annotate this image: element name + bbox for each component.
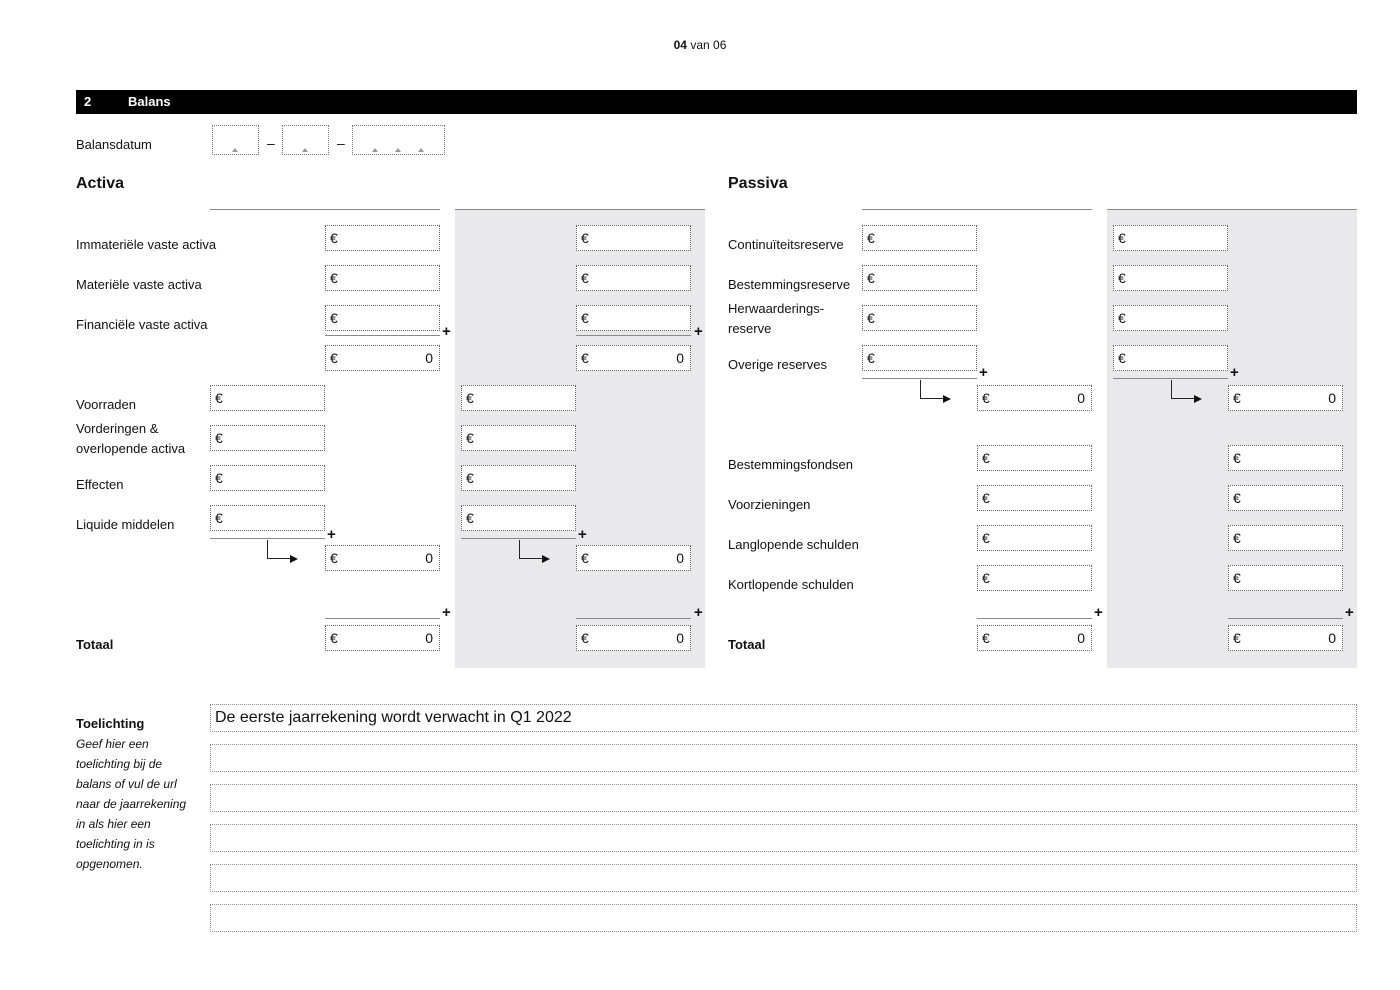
row-label-bestemmingsreserve: Bestemmingsreserve [728,277,851,292]
date-separator: – [337,135,345,151]
sum-rule [576,335,691,336]
carry-arrow-icon [267,540,290,559]
plus-sign: + [442,604,451,621]
amount-field[interactable]: € [576,305,691,331]
column-rule [1107,209,1357,210]
amount-field[interactable]: € [862,345,977,371]
plus-sign: + [694,604,703,621]
subtotal-field: € 0 [325,345,440,371]
sum-rule [576,618,691,619]
page-current: 04 [673,38,687,52]
row-label-voorzieningen: Voorzieningen [728,497,811,512]
toelichting-label: Toelichting [76,716,145,731]
passiva-heading: Passiva [728,175,788,192]
plus-sign: + [979,364,988,381]
subtotal-field: € 0 [576,345,691,371]
sum-rule [325,618,440,619]
total-field: € 0 [325,625,440,651]
activa-total-label: Totaal [76,637,114,652]
row-label-herwaarderingsreserve: Herwaarderings- reserve [728,301,825,336]
toelichting-line-5[interactable] [210,864,1357,892]
plus-sign: + [694,323,703,340]
amount-field[interactable]: € [576,225,691,251]
section-number: 2 [84,94,92,109]
amount-field[interactable]: € [210,465,325,491]
row-label-voorraden: Voorraden [76,397,136,412]
activa-heading: Activa [76,175,125,192]
amount-field[interactable]: € [461,425,576,451]
toelichting-line-2[interactable] [210,744,1357,772]
carry-arrow-icon [519,540,542,559]
page-total: 06 [713,38,727,52]
row-label-bestemmingsfondsen: Bestemmingsfondsen [728,457,854,472]
amount-field[interactable]: € [1228,565,1343,591]
amount-field[interactable]: € [1228,485,1343,511]
toelichting-line-3[interactable] [210,784,1357,812]
carry-arrow-icon [920,380,943,399]
amount-field[interactable]: € [1228,445,1343,471]
column-rule [862,209,1092,210]
section-header [76,90,1357,114]
amount-field[interactable]: € [977,485,1092,511]
toelichting-line-1[interactable]: De eerste jaarrekening wordt verwacht in Q1 2022 [210,704,1357,732]
amount-field[interactable]: € [862,225,977,251]
plus-sign: + [578,526,587,543]
amount-field[interactable]: € [325,225,440,251]
row-label-kortlopende-schulden: Kortlopende schulden [728,577,854,592]
total-field: € 0 [1228,625,1343,651]
row-label-liquide-middelen: Liquide middelen [76,517,175,532]
sum-rule [862,378,977,379]
row-label-effecten: Effecten [76,477,124,492]
section-title: Balans [128,94,171,109]
amount-field[interactable]: € [862,305,977,331]
row-label-immateriele-vaste-activa: Immateriële vaste activa [76,237,217,252]
row-label-vorderingen: Vorderingen & overlopende activa [76,421,186,456]
amount-field[interactable]: € [977,445,1092,471]
row-label-financiele-vaste-activa: Financiële vaste activa [76,317,208,332]
amount-field[interactable]: € [576,265,691,291]
sum-rule [325,335,440,336]
amount-field[interactable]: € [1113,265,1228,291]
balansdatum-day-input[interactable] [212,125,259,155]
sum-rule [1113,378,1228,379]
sum-rule [977,618,1092,619]
amount-field[interactable]: € [1113,225,1228,251]
amount-field[interactable]: € [1113,305,1228,331]
date-separator: – [267,135,275,151]
subtotal-field: € 0 [1228,385,1343,411]
column-rule [455,209,705,210]
sum-rule [1228,618,1343,619]
toelichting-line-4[interactable] [210,824,1357,852]
subtotal-field: € 0 [325,545,440,571]
amount-field[interactable]: € [1113,345,1228,371]
row-label-overige-reserves: Overige reserves [728,357,827,372]
sum-rule [461,538,576,539]
page-indicator [0,38,1400,52]
amount-field[interactable]: € [461,465,576,491]
page-separator: van [690,38,710,52]
amount-field[interactable]: € [210,425,325,451]
carry-arrow-icon [1171,380,1194,399]
amount-field[interactable]: € [325,265,440,291]
toelichting-help-text: Geef hier een toelichting bij de balans of vul de url naar de jaarrekening in als hier een toelichting in is opgenomen. [76,737,187,871]
amount-field[interactable]: € [862,265,977,291]
amount-field[interactable]: € [325,305,440,331]
subtotal-field: € 0 [977,385,1092,411]
amount-field[interactable]: € [977,565,1092,591]
row-label-continuiteitsreserve: Continuïteitsreserve [728,237,844,252]
sum-rule [210,538,325,539]
balansdatum-year-input[interactable] [352,125,445,155]
amount-field[interactable]: € [977,525,1092,551]
total-field: € 0 [977,625,1092,651]
amount-field[interactable]: € [461,385,576,411]
plus-sign: + [442,323,451,340]
plus-sign: + [327,526,336,543]
amount-field[interactable]: € [210,385,325,411]
plus-sign: + [1230,364,1239,381]
total-field: € 0 [576,625,691,651]
balansdatum-month-input[interactable] [282,125,329,155]
row-label-materiele-vaste-activa: Materiële vaste activa [76,277,202,292]
column-rule [210,209,440,210]
amount-field[interactable]: € [1228,525,1343,551]
passiva-total-label: Totaal [728,637,766,652]
plus-sign: + [1345,604,1354,621]
toelichting-line-6[interactable] [210,904,1357,932]
plus-sign: + [1094,604,1103,621]
amount-field[interactable]: € [461,505,576,531]
amount-field[interactable]: € [210,505,325,531]
row-label-langlopende-schulden: Langlopende schulden [728,537,859,552]
balansdatum-label: Balansdatum [76,137,152,152]
subtotal-field: € 0 [576,545,691,571]
